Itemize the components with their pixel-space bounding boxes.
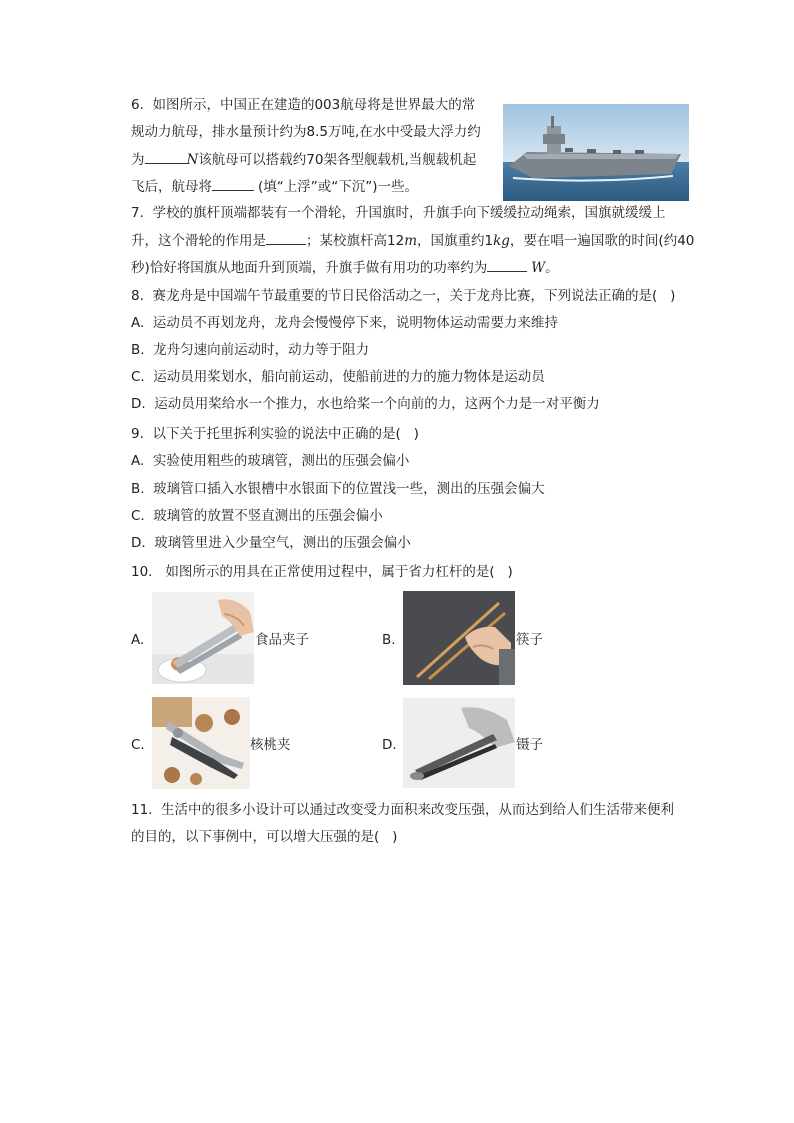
q10-option-a-letter: A. [131, 632, 145, 648]
q7-line-1: 7. 学校的旗杆顶端都装有一个滑轮，升国旗时，升旗手向下缓缓拉动绳索，国旗就缓缓上 [131, 205, 666, 221]
q7-line-2 [131, 230, 694, 251]
q10-option-d-letter: D. [382, 737, 397, 753]
q9-option-b: B. 玻璃管口插入水银槽中水银面下的位置浅一些，测出的压强会偏大 [131, 481, 545, 497]
q7-line-2-text-b: ；某校旗杆高12 [306, 233, 405, 249]
q7-blank-2 [487, 257, 527, 272]
q8-option-c: C. 运动员用桨划水，船向前运动，使船前进的力的施力物体是运动员 [131, 369, 545, 385]
q9-option-a: A. 实验使用粗些的玻璃管，测出的压强会偏小 [131, 453, 410, 469]
walnut-cracker-image [152, 697, 250, 789]
q10-stem: 10. 如图所示的用具在正常使用过程中，属于省力杠杆的是( ) [131, 564, 513, 580]
q6-line-3 [131, 149, 476, 170]
q9-option-c: C. 玻璃管的放置不竖直测出的压强会偏小 [131, 508, 383, 524]
tweezers-image [403, 698, 515, 788]
q7-line-2-text-f: ，要在唱一遍国歌的时间(约40 [509, 233, 695, 249]
q6-line-1: 6. 如图所示，中国正在建造的003航母将是世界最大的常 [131, 97, 476, 113]
q6-line-3-text-a: 为 [131, 152, 145, 168]
chopsticks-image [403, 591, 515, 685]
q7-line-2-text-d: ，国旗重约1 [417, 233, 494, 249]
q6-blank-1 [145, 149, 187, 164]
aircraft-carrier-image [503, 104, 689, 201]
q6-blank-2 [212, 176, 254, 191]
q8-option-a: A. 运动员不再划龙舟，龙舟会慢慢停下来，说明物体运动需要力来维持 [131, 315, 558, 331]
q6-unit-n: N [186, 152, 199, 168]
q10-option-d-text: 镊子 [516, 737, 543, 753]
q7-line-3-text-a: 秒)恰好将国旗从地面升到顶端，升旗手做有用功的功率约为 [131, 260, 488, 276]
q11-line-2: 的目的，以下事例中，可以增大压强的是( ) [131, 829, 398, 845]
q7-unit-m: m [404, 233, 417, 249]
q7-blank-1 [266, 230, 306, 245]
q6-line-4-text-a: 飞后，航母将 [131, 179, 212, 195]
q7-line-2-text-a: 升，这个滑轮的作用是 [131, 233, 266, 249]
q11-line-1: 11. 生活中的很多小设计可以通过改变受力面积来改变压强，从而达到给人们生活带来便利 [131, 802, 675, 818]
q6-line-3-text-c: 该航母可以搭载约70架各型舰载机,当舰载机起 [198, 152, 477, 168]
q10-option-a-text: 食品夹子 [255, 632, 309, 648]
q7-line-3-text-c: 。 [545, 260, 559, 276]
q8-option-d: D. 运动员用桨给水一个推力，水也给桨一个向前的力，这两个力是一对平衡力 [131, 396, 600, 412]
q9-option-d: D. 玻璃管里进入少量空气，测出的压强会偏小 [131, 535, 411, 551]
q6-line-4 [131, 176, 418, 197]
q7-unit-kg: kg [493, 233, 510, 249]
q7-unit-w: W [531, 260, 546, 276]
q7-line-3 [131, 257, 559, 278]
q10-option-b-text: 筷子 [516, 632, 543, 648]
q9-stem: 9. 以下关于托里拆利实验的说法中正确的是( ) [131, 426, 419, 442]
q10-option-c-text: 核桃夹 [250, 737, 291, 753]
q8-stem: 8. 赛龙舟是中国端午节最重要的节日民俗活动之一，关于龙舟比赛，下列说法正确的是( ) [131, 288, 676, 304]
q6-line-2: 规动力航母，排水量预计约为8.5万吨,在水中受最大浮力约 [131, 124, 481, 140]
q6-line-4-text-b: (填“上浮”或“下沉”)一些。 [258, 179, 419, 195]
food-tongs-image [152, 592, 254, 684]
q8-option-b: B. 龙舟匀速向前运动时，动力等于阻力 [131, 342, 370, 358]
q10-option-c-letter: C. [131, 737, 145, 753]
q10-option-b-letter: B. [382, 632, 396, 648]
